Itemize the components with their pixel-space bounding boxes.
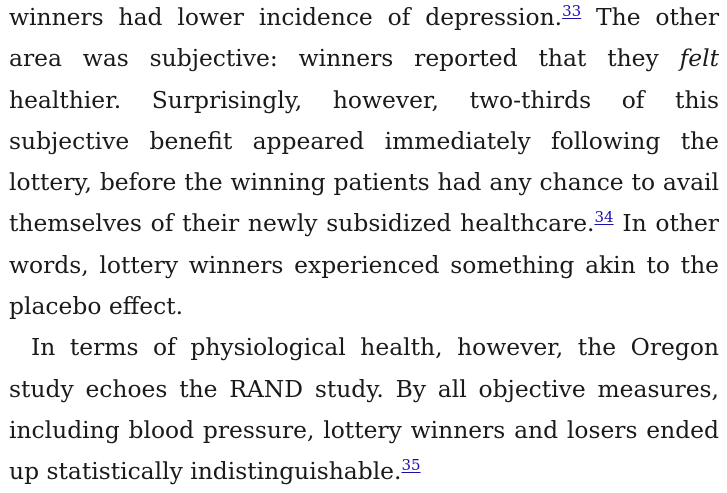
footnote-link-33[interactable]: 33 bbox=[562, 2, 582, 20]
paragraph-lottery-subjective-health bbox=[9, 0, 719, 327]
footnote-link-35[interactable]: 35 bbox=[401, 456, 421, 475]
paragraph-text: The other area was subjective: winners reported that they bbox=[9, 3, 719, 73]
paragraph-text: healthier. Surprisingly, however, two-thirds of this subjective benefit appeared immediately following the lottery, before the winning patients had any chance to avail themselves of their newly subsidized healthcare. bbox=[9, 85, 719, 238]
emphasis-text: felt bbox=[679, 44, 719, 73]
paragraph-text: In terms of physiological health, however, the Oregon study echoes the RAND study. By all objective measures, including blood pressure, lottery winners and losers ended up statistically indistinguishable. bbox=[9, 333, 719, 486]
paragraph-text: In other words, lottery winners experienced something akin to the placebo effect. bbox=[9, 209, 719, 321]
paragraph-text: winners had lower incidence of depression. bbox=[9, 3, 563, 31]
paragraph-physiological-health bbox=[9, 327, 719, 492]
footnote-link-34[interactable]: 34 bbox=[594, 208, 614, 227]
